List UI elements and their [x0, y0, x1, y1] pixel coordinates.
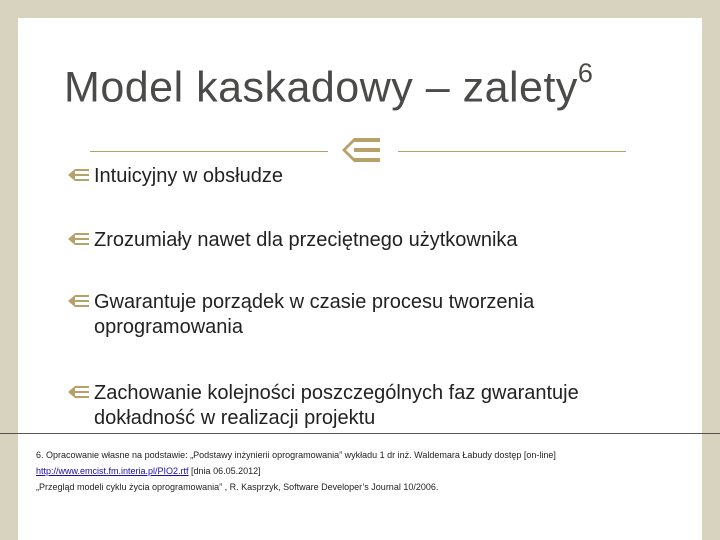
bullet-text: Zachowanie kolejności poszczególnych faz gwarantuje dokładność w realizacji projektu — [94, 382, 579, 429]
footnote-line-2 — [36, 463, 706, 479]
bullet-text: Gwarantuje porządek w czasie procesu tworzenia oprogramowania — [94, 291, 535, 338]
title-footnote-ref: 6 — [577, 58, 594, 88]
footnotes — [36, 447, 706, 495]
arrow-bullet-icon — [68, 167, 90, 183]
footnote-link[interactable]: http://www.emcist.fm.interia.pl/PIO2.rtf — [36, 466, 189, 476]
arrow-bullet-icon — [68, 231, 90, 247]
bullet-text: Zrozumiały nawet dla przeciętnego użytkownika — [94, 229, 518, 251]
title-text: Model kaskadowy – zalety — [64, 63, 578, 112]
slide-title — [64, 58, 594, 112]
footnote-line-3: „Przegląd modeli cyklu życia oprogramowania” , R. Kasprzyk, Software Developer’s Journal 10/2006. — [36, 482, 439, 492]
three-lines-arrow-icon — [340, 132, 390, 168]
footnote-link-date: [dnia 06.05.2012] — [188, 466, 261, 476]
arrow-bullet-icon — [68, 384, 90, 400]
title-rule-right — [398, 151, 626, 152]
title-rule-left — [90, 151, 328, 152]
arrow-bullet-icon — [68, 293, 90, 309]
footnote-line-1: 6. Opracowanie własne na podstawie: „Podstawy inżynierii oprogramowania” wykładu 1 dr inż. Waldemara Łabudy dostęp [on-line] — [36, 450, 556, 460]
footnote-separator — [0, 433, 720, 434]
bullet-text: Intuicyjny w obsłudze — [94, 165, 283, 187]
